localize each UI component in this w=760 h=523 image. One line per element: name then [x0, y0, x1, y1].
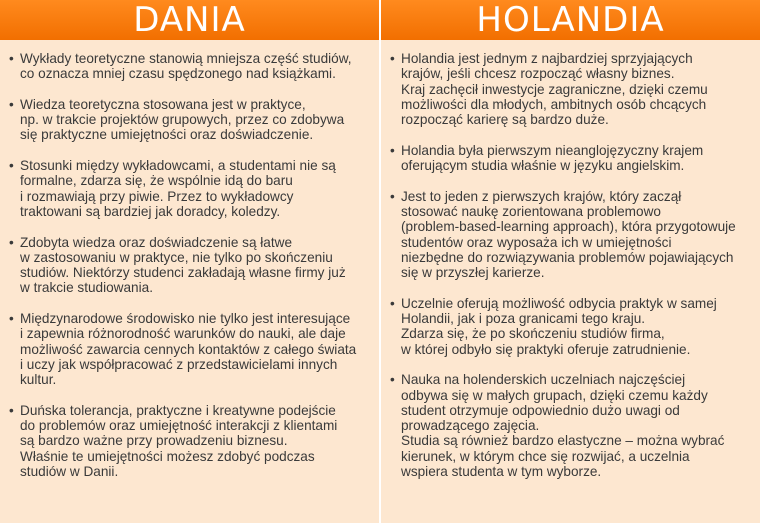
list-item-line: studiów. Niektórzy studenci zakładają własne firmy już: [20, 265, 346, 281]
list-item-line: się praktyczne umiejętności oraz doświadczenie.: [20, 127, 314, 143]
list-item: [388, 189, 754, 281]
list-item-line: • Nauka na holenderskich uczelniach najczęściej: [401, 372, 686, 388]
list-item-line: student otrzymuje odpowiednio dużo uwagi od: [401, 402, 680, 418]
list-item: [7, 158, 373, 219]
list-item: [7, 403, 373, 479]
list-item-line: się w przyszłej karierze.: [401, 265, 545, 281]
list-item-line: • Duńska tolerancja, praktyczne i kreatywne podejście: [20, 402, 336, 418]
list-item-line: Holandii, jak i poza granicami tego kraju.: [401, 311, 646, 327]
netherlands-column: [380, 0, 760, 523]
list-item-line: oferującym studia właśnie w języku angielskim.: [401, 158, 685, 174]
list-item: [388, 372, 754, 479]
netherlands-list: [381, 40, 760, 523]
list-item-line: i zapewnia różnorodność warunków do nauki, ale daje: [20, 326, 346, 342]
list-item-line: • Holandia jest jednym z najbardziej sprzyjających: [401, 51, 693, 66]
list-item-line: w trakcie studiowania.: [20, 280, 153, 296]
list-item: [7, 51, 373, 82]
list-item-line: • Zdobyta wiedza oraz doświadczenie są łatwe: [20, 234, 293, 250]
list-item-line: w zastosowaniu w praktyce, nie tylko po skończeniu: [20, 249, 333, 265]
list-item-line: • Uczelnie oferują możliwość odbycia praktyk w samej: [401, 295, 717, 311]
list-item-line: rozpocząć karierę są bardzo duże.: [401, 112, 609, 128]
list-item-line: studiów w Danii.: [20, 464, 119, 480]
list-item-line: niezbędne do rozwiązywania problemów pojawiających: [401, 249, 734, 265]
list-item: [7, 97, 373, 143]
list-item-line: i uczy jak współpracować z przedstawicielami innych: [20, 356, 338, 372]
list-item-line: stosować naukę zorientowana problemowo: [401, 203, 661, 219]
list-item: [388, 296, 754, 357]
list-item: [388, 51, 754, 127]
list-item-line: • Stosunki między wykładowcami, a studentami nie są: [20, 158, 336, 174]
list-item: [7, 311, 373, 387]
list-item-line: • Wiedza teoretyczna stosowana jest w praktyce,: [20, 96, 306, 112]
list-item-line: Studia są również bardzo elastyczne – można wybrać: [401, 433, 725, 449]
list-item-line: np. w trakcie projektów grupowych, przez co zdobywa: [20, 112, 345, 128]
list-item-line: do problemów oraz umiejętność interakcji z klientami: [20, 418, 338, 434]
list-item-line: Właśnie te umiejętności możesz zdobyć podczas: [20, 448, 315, 464]
list-item-line: co oznacza mniej czasu spędzonego nad książkami.: [20, 66, 336, 82]
list-item-line: studentów oraz wyposaża ich w umiejętności: [401, 234, 672, 250]
list-item-line: możliwość zawarcia cennych kontaktów z całego świata: [20, 341, 357, 357]
list-item-line: • Jest to jeden z pierwszych krajów, który zaczął: [401, 188, 682, 204]
list-item-line: krajów, jeśli chcesz rozpocząć własny biznes.: [401, 66, 675, 82]
denmark-list: [0, 40, 379, 523]
list-item-line: kultur.: [20, 372, 57, 388]
list-item: [388, 143, 754, 174]
list-item-line: Kraj zachęcił inwestycje zagraniczne, dzięki czemu: [401, 81, 708, 97]
list-item-line: Zdarza się, że po skończeniu studiów firma,: [401, 326, 665, 342]
list-item-line: kierunek, w którym chce się rozwijać, a uczelnia: [401, 448, 690, 464]
list-item-line: możliwości dla młodych, ambitnych osób chcących: [401, 96, 707, 112]
list-item: [7, 235, 373, 296]
list-item-line: są bardzo ważne przy prowadzeniu biznesu.: [20, 433, 288, 449]
denmark-header: DANIA: [0, 0, 379, 40]
list-item-line: • Wykłady teoretyczne stanowią mniejsza część studiów,: [20, 51, 352, 66]
list-item-line: w której odbyło się praktyki oferuje zatrudnienie.: [401, 341, 691, 357]
list-item-line: prowadzącego zajęcia.: [401, 418, 540, 434]
list-item-line: wspiera studenta w tym wyborze.: [401, 464, 602, 480]
list-item-line: traktowani są bardziej jak doradcy, koledzy.: [20, 203, 281, 219]
netherlands-header: HOLANDIA: [381, 0, 760, 40]
list-item-line: (problem-based-learning approach), która przygotowuje: [401, 219, 736, 235]
list-item-line: • Holandia była pierwszym nieanglojęzyczny krajem: [401, 142, 704, 158]
list-item-line: formalne, zdarza się, że wspólnie idą do baru: [20, 173, 293, 189]
list-item-line: odbywa się w małych grupach, dzięki czemu każdy: [401, 387, 708, 403]
list-item-line: • Międzynarodowe środowisko nie tylko jest interesujące: [20, 311, 351, 327]
list-item-line: i rozmawiają przy piwie. Przez to wykładowcy: [20, 188, 294, 204]
